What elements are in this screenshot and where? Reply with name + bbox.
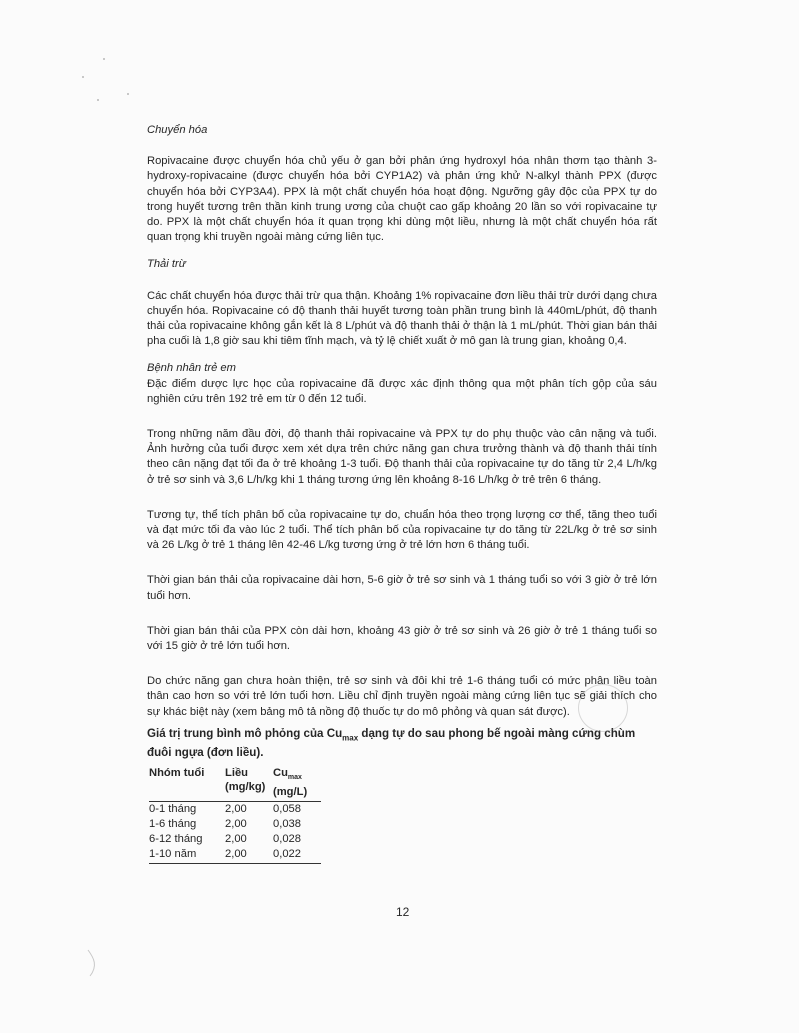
section-heading-elimination: Thải trừ: [147, 258, 186, 271]
scan-speck: [97, 99, 99, 101]
cell-age: 1-10 năm: [149, 847, 225, 863]
cell-cu: 0,022: [273, 847, 321, 863]
header-cu-unit: (mg/L): [273, 786, 308, 799]
header-cu-subscript: max: [287, 774, 302, 782]
pediatric-paragraph: Do chức năng gan chưa hoàn thiện, trẻ sơ sinh và đôi khi trẻ 1-6 tháng tuổi có mức phân liều toàn thân cao hơn so với trẻ lớn tuổi hơn. Liều chỉ định truyền ngoài màng cứng liên tục sẽ giải thích cho sự khác biệt này (xem bảng mô tả nồng độ thuốc tự do mô phỏng và quan sát được).: [147, 675, 657, 718]
table-row: [149, 802, 321, 817]
metabolism-paragraph: Ropivacaine được chuyển hóa chủ yếu ở gan bởi phản ứng hydroxyl hóa nhân thơm tạo thành 3-hydroxy-ropivacaine (được chuyển hóa bởi CYP1A2) và phản ứng khử N-alkyl thành PPX (được chuyển hóa bởi CYP3A4). PPX là một chất chuyển hóa hoạt động. Ngưỡng gây độc của PPX tự do trong huyết tương trên thần kinh trung ương của chuột cao gấp khoảng 20 lần so với ropivacaine tự do. PPX là một chất chuyển hóa ít quan trọng khi dùng một liều, nhưng là một chất chuyển hóa rất quan trọng khi truyền ngoài màng cứng liên tục.: [147, 155, 657, 244]
cell-dose: 2,00: [225, 847, 273, 863]
faint-stamp: [578, 684, 628, 732]
section-heading-metabolism: Chuyển hóa: [147, 124, 208, 136]
header-dose-unit: (mg/kg): [225, 781, 266, 794]
table-row: [149, 832, 321, 847]
scan-speck: [127, 93, 129, 95]
table-row: [149, 817, 321, 832]
table-header-row: [149, 766, 321, 802]
elimination-paragraph: Các chất chuyển hóa được thải trừ qua thận. Khoảng 1% ropivacaine đơn liều thải trừ dưới dạng chưa chuyển hóa. Ropivacaine có độ thanh thải huyết tương toàn phần trung bình là 440mL/phút, độ thanh thải của ropivacaine không gắn kết là 8 L/phút và độ thanh thải ở thận là 1 mL/phút. Thời gian bán thải pha cuối là 1,8 giờ sau khi tiêm tĩnh mạch, và tỷ lệ chiết xuất ở mô gan là trung gian, khoảng 0,4.: [147, 289, 657, 348]
caption-text-end: dạng tự do sau phong bế ngoài màng cứng chùm đuôi ngựa (đơn liều).: [147, 726, 636, 760]
cell-age: 6-12 tháng: [149, 833, 203, 846]
scan-speck: [82, 76, 84, 78]
caption-subscript: max: [342, 733, 359, 743]
header-age-group: Nhóm tuổi: [149, 766, 225, 802]
cell-dose: 2,00: [225, 803, 247, 816]
pediatric-paragraph: Thời gian bán thải của PPX còn dài hơn, khoảng 43 giờ ở trẻ sơ sinh và 26 giờ ở trẻ 1 tháng tuổi so với 15 giờ ở trẻ lớn tuổi hơn.: [147, 624, 657, 653]
cell-dose: 2,00: [225, 833, 247, 846]
cell-dose: 2,00: [225, 818, 247, 831]
scan-mark: [86, 948, 100, 978]
scan-speck: [103, 58, 105, 60]
cell-age: 1-6 tháng: [149, 818, 197, 831]
pediatric-paragraph: Đặc điểm dược lực học của ropivacaine đã được xác định thông qua một phân tích gộp của sáu nghiên cứu trên 192 trẻ em từ 0 đến 12 tuổi.: [147, 377, 657, 405]
table-caption: [147, 726, 657, 760]
pediatric-paragraph: Tương tự, thể tích phân bố của ropivacaine tự do, chuẩn hóa theo trọng lượng cơ thể, tăng theo tuổi và đạt mức tối đa vào lúc 2 tuổi. Thể tích phân bố của ropivacaine tự do tăng từ 22L/kg ở trẻ sơ sinh và 26 L/kg ở trẻ 1 tháng lên 42-46 L/kg tương ứng ở trẻ lớn hơn 6 tháng tuổi.: [147, 508, 657, 552]
dose-table: [149, 766, 321, 863]
cell-cu: 0,028: [273, 833, 301, 846]
pediatric-paragraph: Trong những năm đầu đời, độ thanh thải ropivacaine và PPX tự do phụ thuộc vào cân nặng và tuổi. Ảnh hưởng của tuổi được xem xét dựa trên chức năng gan chưa trưởng thành và độ thanh thải tính theo cân nặng đạt tối đa ở trẻ khoảng 1-3 tuổi. Độ thanh thải của ropivacaine tự do tăng từ 2,4 L/h/kg ở trẻ sơ sinh và 3,6 L/h/kg khi 1 tháng tương ứng lên khoảng 8-16 L/h/kg ở trẻ trên 6 tháng.: [147, 428, 657, 486]
header-cu-label: Cu: [273, 767, 288, 780]
caption-text: Giá trị trung bình mô phỏng của Cu: [147, 726, 343, 740]
table-row: [149, 847, 321, 863]
cell-cu: 0,058: [273, 803, 301, 816]
document-body: [147, 123, 657, 864]
header-dose: [225, 766, 273, 802]
cell-age: 0-1 tháng: [149, 803, 197, 816]
header-cu: [273, 766, 321, 802]
header-dose-label: Liều: [225, 767, 248, 780]
section-heading-pediatric: Bệnh nhân trẻ em: [147, 362, 236, 375]
cell-cu: 0,038: [273, 818, 301, 831]
page-number: 12: [396, 905, 410, 919]
pediatric-paragraph: Thời gian bán thải của ropivacaine dài hơn, 5-6 giờ ở trẻ sơ sinh và 1 tháng tuổi so với 3 giờ ở trẻ lớn tuổi hơn.: [147, 574, 657, 602]
